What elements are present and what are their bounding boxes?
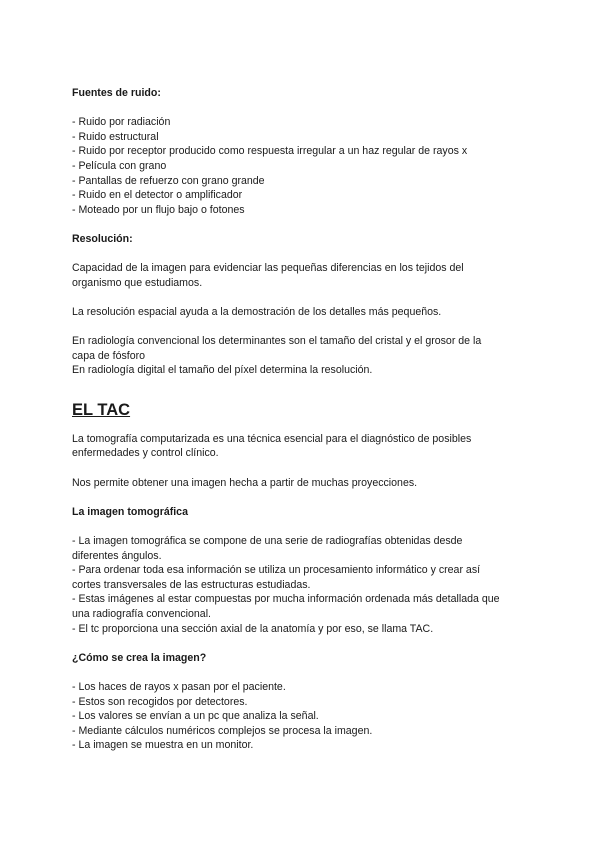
list-item: - Ruido por receptor producido como respuesta irregular a un haz regular de rayos x (72, 145, 468, 158)
heading-como-se-crea-la-imagen: ¿Cómo se crea la imagen? (72, 651, 207, 664)
heading-fuentes-de-ruido: Fuentes de ruido: (72, 87, 161, 99)
paragraph-line: En radiología digital el tamaño del píxel determina la resolución. (72, 364, 373, 377)
heading-la-imagen-tomografica: La imagen tomográfica (72, 505, 188, 518)
paragraph-line: organismo que estudiamos. (72, 276, 203, 289)
list-item: - Los valores se envían a un pc que analiza la señal. (72, 710, 319, 723)
paragraph-line: enfermedades y control clínico. (72, 447, 219, 460)
image-creation-list (72, 680, 532, 753)
list-item: - La imagen tomográfica se compone de una serie de radiografías obtenidas desde (72, 535, 463, 548)
list-item: - El tc proporciona una sección axial de la anatomía y por eso, se llama TAC. (72, 622, 434, 635)
list-item: - Película con grano (72, 159, 167, 172)
tomographic-image-list (72, 534, 532, 636)
paragraph-line: Capacidad de la imagen para evidenciar las pequeñas diferencias en los tejidos del (72, 262, 464, 275)
paragraph-line: La resolución espacial ayuda a la demostración de los detalles más pequeños. (72, 305, 442, 318)
paragraph-line: capa de fósforo (72, 349, 146, 362)
list-item: - Estos son recogidos por detectores. (72, 695, 248, 708)
list-item: cortes transversales de las estructuras estudiadas. (72, 578, 311, 591)
list-item: diferentes ángulos. (72, 549, 162, 562)
paragraph-line: Nos permite obtener una imagen hecha a partir de muchas proyecciones. (72, 476, 418, 489)
paragraph-line: La tomografía computarizada es una técnica esencial para el diagnóstico de posibles (72, 432, 472, 445)
list-item: - Moteado por un flujo bajo o fotones (72, 203, 245, 216)
noise-sources-list (72, 115, 532, 217)
list-item: - Estas imágenes al estar compuestas por mucha información ordenada más detallada que (72, 593, 500, 606)
list-item: - Para ordenar toda esa información se utiliza un procesamiento informático y crear así (72, 564, 481, 577)
list-item: - Ruido por radiación (72, 116, 171, 129)
list-item: - Ruido estructural (72, 130, 159, 143)
heading-resolucion: Resolución: (72, 232, 133, 245)
heading-el-tac: EL TAC (72, 400, 131, 419)
list-item: una radiografía convencional. (72, 608, 211, 620)
document-page (72, 86, 532, 753)
list-item: - Ruido en el detector o amplificador (72, 189, 243, 202)
list-item: - Pantallas de refuerzo con grano grande (72, 174, 265, 187)
list-item: - Mediante cálculos numéricos complejos se procesa la imagen. (72, 724, 373, 737)
list-item: - Los haces de rayos x pasan por el paciente. (72, 680, 286, 693)
list-item: - La imagen se muestra en un monitor. (72, 739, 254, 752)
paragraph-line: En radiología convencional los determinantes son el tamaño del cristal y el grosor de la (72, 335, 482, 348)
